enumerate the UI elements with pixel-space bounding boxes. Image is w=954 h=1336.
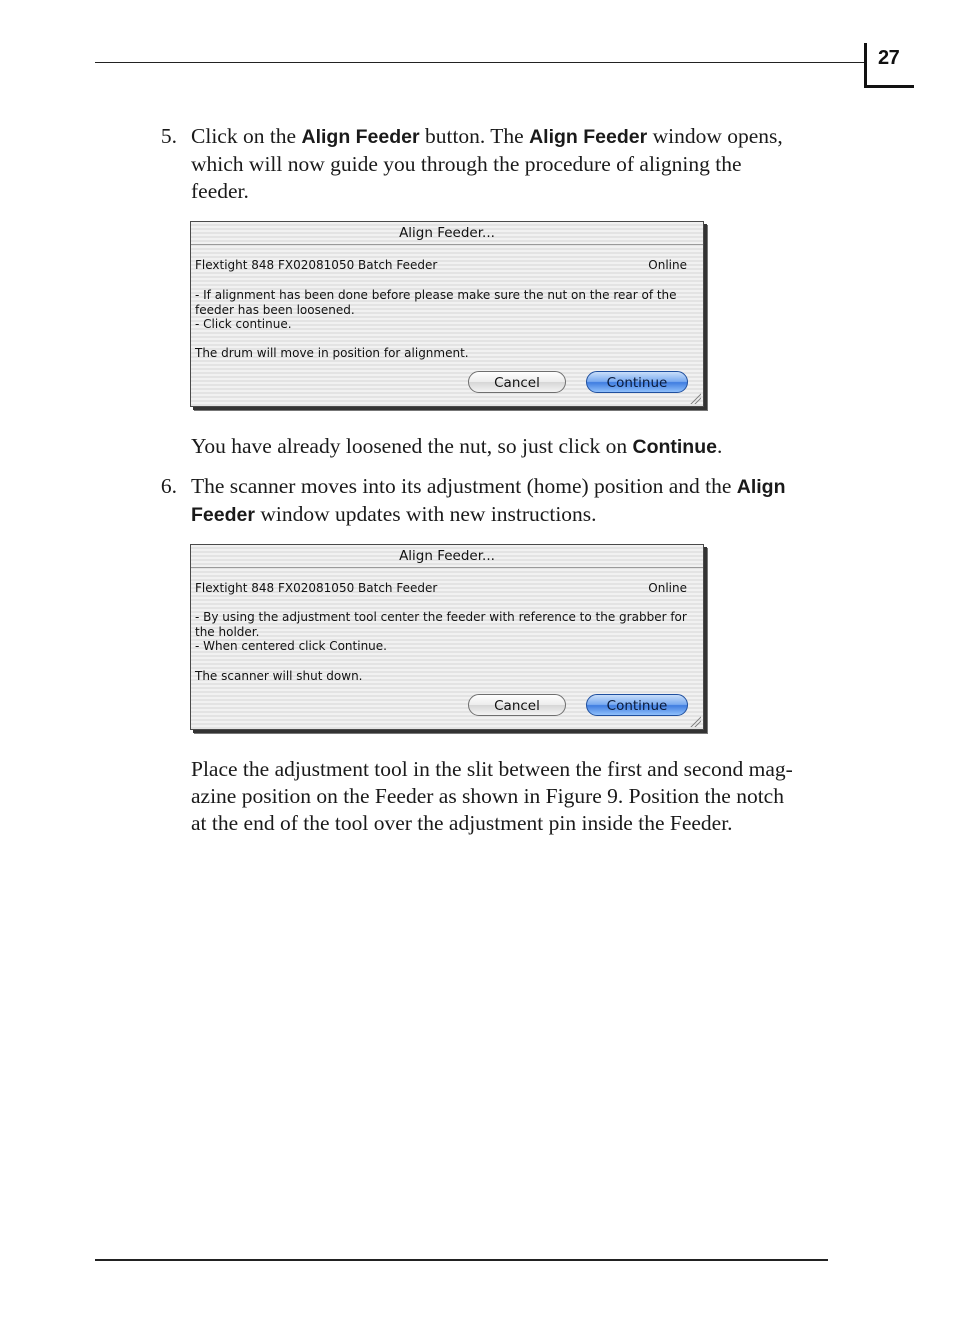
instruction-line: - Click continue. [195, 317, 292, 331]
step-6-text [191, 473, 786, 529]
page-number: 27 [878, 47, 900, 69]
step-6-number: 6. [160, 474, 177, 498]
closing-line: at the end of the tool over the adjustment pin inside the Feeder. [191, 811, 733, 835]
cancel-button[interactable]: Cancel [468, 694, 566, 716]
closing-line: azine position on the Feeder as shown in Figure 9. Position the notch [191, 784, 784, 808]
instruction-line: the holder. [195, 625, 260, 639]
device-name: Flextight 848 FX02081050 Batch Feeder [195, 258, 438, 272]
continue-instruction: You have already loosened the nut, so just click on Continue. [191, 434, 723, 458]
resize-grip-icon[interactable] [689, 392, 701, 404]
step-5-line-3: feeder. [191, 179, 249, 203]
closing-line: Place the adjustment tool in the slit between the first and second mag- [191, 757, 793, 781]
resize-grip-icon[interactable] [689, 715, 701, 727]
step-5-line-2: which will now guide you through the procedure of aligning the [191, 152, 742, 176]
device-name: Flextight 848 FX02081050 Batch Feeder [195, 581, 438, 595]
device-status: Online [648, 258, 687, 272]
step-5-number: 5. [160, 124, 177, 148]
dialog-title: Align Feeder... [191, 222, 703, 245]
align-feeder-dialog-2 [190, 544, 704, 730]
cancel-button[interactable]: Cancel [468, 371, 566, 393]
dialog-title: Align Feeder... [191, 545, 703, 568]
header-rule [95, 62, 865, 63]
footer-rule [95, 1259, 828, 1261]
step-6-line-2: Feeder window updates with new instructions. [191, 502, 597, 526]
step-5-line-1: Click on the Align Feeder button. The Align Feeder window opens, [191, 124, 783, 148]
continue-button[interactable]: Continue [586, 694, 688, 716]
instruction-line: - By using the adjustment tool center the feeder with reference to the grabber for [195, 610, 687, 624]
device-status: Online [648, 581, 687, 595]
instruction-line: The scanner will shut down. [195, 669, 363, 683]
page-number-box [864, 43, 914, 88]
instruction-line: - When centered click Continue. [195, 639, 387, 653]
step-5-text [191, 123, 783, 205]
step-6-line-1: The scanner moves into its adjustment (home) position and the Align [191, 474, 786, 498]
align-feeder-dialog-1 [190, 221, 704, 407]
instruction-line: - If alignment has been done before please make sure the nut on the rear of the [195, 288, 677, 302]
instruction-line: The drum will move in position for alignment. [195, 346, 469, 360]
closing-paragraph [191, 756, 793, 837]
continue-button[interactable]: Continue [586, 371, 688, 393]
instruction-line: feeder has been loosened. [195, 303, 355, 317]
